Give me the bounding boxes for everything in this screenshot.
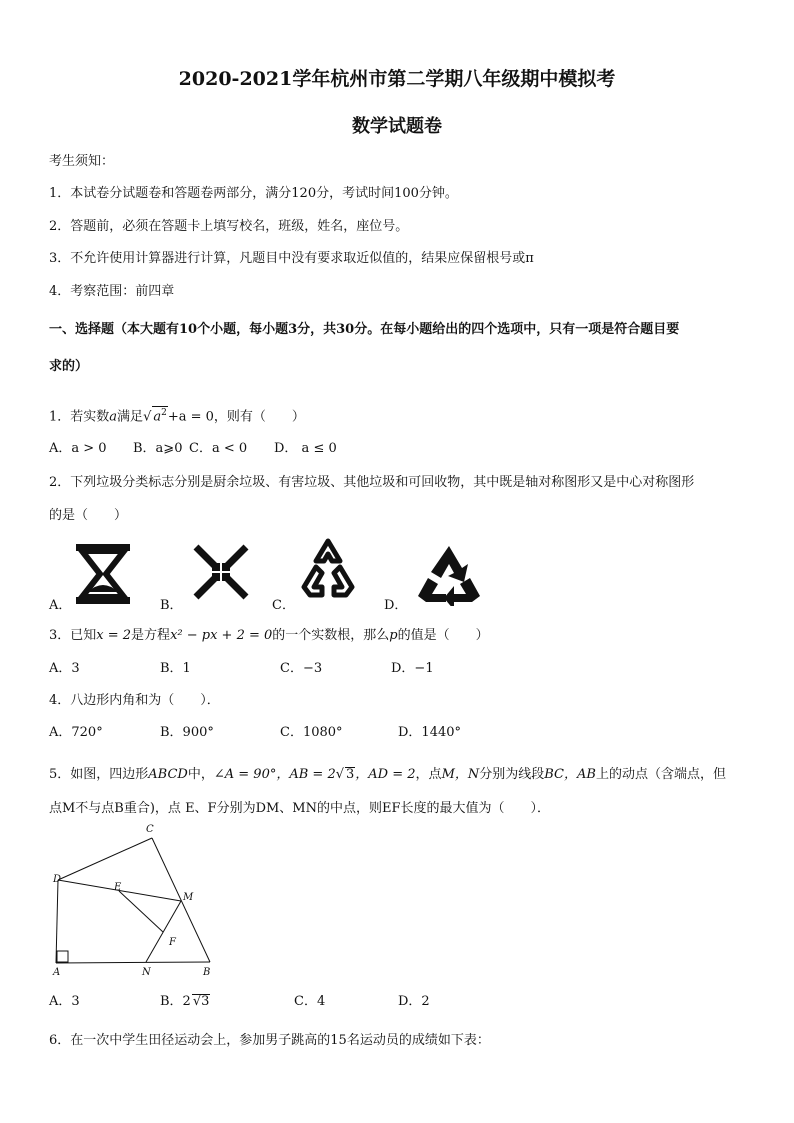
q5-points: M，N: [441, 767, 480, 782]
q3-option-a: A．3: [49, 661, 80, 676]
q3-option-d: D．−1: [391, 661, 434, 676]
section-heading-line2: 求的）: [49, 359, 89, 374]
q5-part-i: 分别为线段: [479, 767, 545, 782]
label-c: C: [146, 824, 154, 835]
q1-radicand-base: a: [153, 409, 162, 425]
q5-sqrt3: 3: [346, 767, 355, 782]
document-title: 2020-2021学年杭州市第二学期八年级期中模拟考: [178, 68, 616, 90]
label-n: N: [142, 967, 151, 978]
label-f: F: [169, 937, 176, 948]
q5-option-c: C．4: [294, 994, 326, 1009]
q4-option-c: C．1080°: [280, 725, 343, 740]
notice-item-2: 2．答题前，必须在答题卡上填写校名，班级，姓名，座位号。: [49, 219, 409, 234]
q5-option-b: [160, 994, 210, 1010]
question-4-stem: 4．八边形内角和为（ ）．: [49, 693, 220, 708]
notice-item-1: 1．本试卷分试题卷和答题卷两部分，满分120分，考试时间100分钟。: [49, 186, 458, 201]
q2-option-b: B．: [160, 598, 183, 613]
question-2-line1: 2．下列垃圾分类标志分别是厨余垃圾、有害垃圾、其他垃圾和可回收物，其中既是轴对称图形又是中心对称图形: [49, 475, 695, 490]
q1-var-a: a: [109, 409, 118, 425]
notice-item-4: 4．考察范围：前四章: [49, 284, 175, 299]
label-e: E: [114, 882, 122, 893]
document-subtitle: 数学试题卷: [352, 116, 442, 137]
label-b: B: [203, 967, 211, 978]
sqrt-symbol: √: [335, 767, 345, 782]
q5-angle-and-ab: ∠A = 90°，AB = 2: [213, 767, 336, 782]
q1-option-d: D． a ≤ 0: [274, 441, 337, 456]
q5-segments: BC，AB: [544, 767, 596, 782]
q3-part-g: 的值是（ ）: [397, 628, 489, 643]
q5-option-d: D．2: [398, 994, 430, 1009]
q5-option-b-label: B．2: [160, 994, 191, 1009]
q1-part-a: 1．若实数: [49, 409, 110, 425]
question-1-stem: [49, 406, 305, 425]
q3-condition: x = 2: [96, 628, 132, 643]
hazardous-waste-icon: [192, 543, 250, 601]
notice-heading: 考生须知：: [49, 154, 115, 169]
label-a: A: [53, 967, 61, 978]
q3-part-c: 是方程: [131, 628, 171, 643]
q1-option-c: C．a < 0: [189, 441, 248, 456]
question-5-line1: [49, 767, 726, 783]
q3-part-e: 的一个实数根，那么: [272, 628, 390, 643]
label-m: M: [183, 892, 194, 903]
other-waste-icon: [296, 537, 360, 603]
q3-equation: x² − px + 2 = 0: [170, 628, 273, 643]
q5-part-a: 5．如图，四边形: [49, 767, 149, 782]
q5-part-c: 中，: [187, 767, 214, 782]
hourglass-recycling-icon: [74, 542, 132, 606]
q1-part-b: 满足: [117, 409, 144, 425]
q4-option-a: A．720°: [49, 725, 103, 740]
q5-option-a: A．3: [49, 994, 80, 1009]
notice-item-3: 3．不允许使用计算器进行计算，凡题目中没有要求取近似值的，结果应保留根号或π: [49, 251, 534, 266]
q3-part-a: 3．已知: [49, 628, 97, 643]
label-d: D: [53, 874, 62, 885]
q5-ad: ，AD = 2: [355, 767, 416, 782]
q2-option-d: D．: [384, 598, 408, 613]
sqrt-symbol: √: [143, 409, 152, 425]
question-3-stem: [49, 628, 489, 644]
q1-part-c: +a = 0，则有（ ）: [167, 409, 305, 425]
q4-option-d: D．1440°: [398, 725, 462, 740]
section-heading-line1: 一、选择题（本大题有10个小题，每小题3分，共30分。在每小题给出的四个选项中，只有一项是符合题目要: [49, 322, 680, 337]
q5-option-b-root: √3: [192, 994, 210, 1009]
q5-quad: ABCD: [148, 767, 188, 782]
q1-option-b: B．a⩾0: [133, 441, 183, 456]
question-5-line2: 点M不与点B重合)，点 E、F分别为DM、MN的中点，则EF长度的最大值为（ ）．: [49, 801, 551, 816]
q2-option-c: C．: [272, 598, 295, 613]
q5-part-k: 上的动点（含端点，但: [595, 767, 726, 782]
q3-var-p: p: [389, 628, 398, 643]
quadrilateral-figure: [48, 820, 224, 980]
q1-radicand: $a^2$: [153, 408, 167, 425]
question-6-stem: 6．在一次中学生田径运动会上，参加男子跳高的15名运动员的成绩如下表：: [49, 1033, 490, 1048]
question-2-line2: 的是（ ）: [49, 508, 128, 523]
q1-option-a: A．a > 0: [49, 441, 107, 456]
recyclable-icon: [414, 542, 484, 606]
q2-option-a: A．: [49, 598, 72, 613]
q3-option-b: B．1: [160, 661, 191, 676]
q3-option-c: C．−3: [280, 661, 323, 676]
q5-part-g: ，点: [415, 767, 442, 782]
q4-option-b: B．900°: [160, 725, 214, 740]
